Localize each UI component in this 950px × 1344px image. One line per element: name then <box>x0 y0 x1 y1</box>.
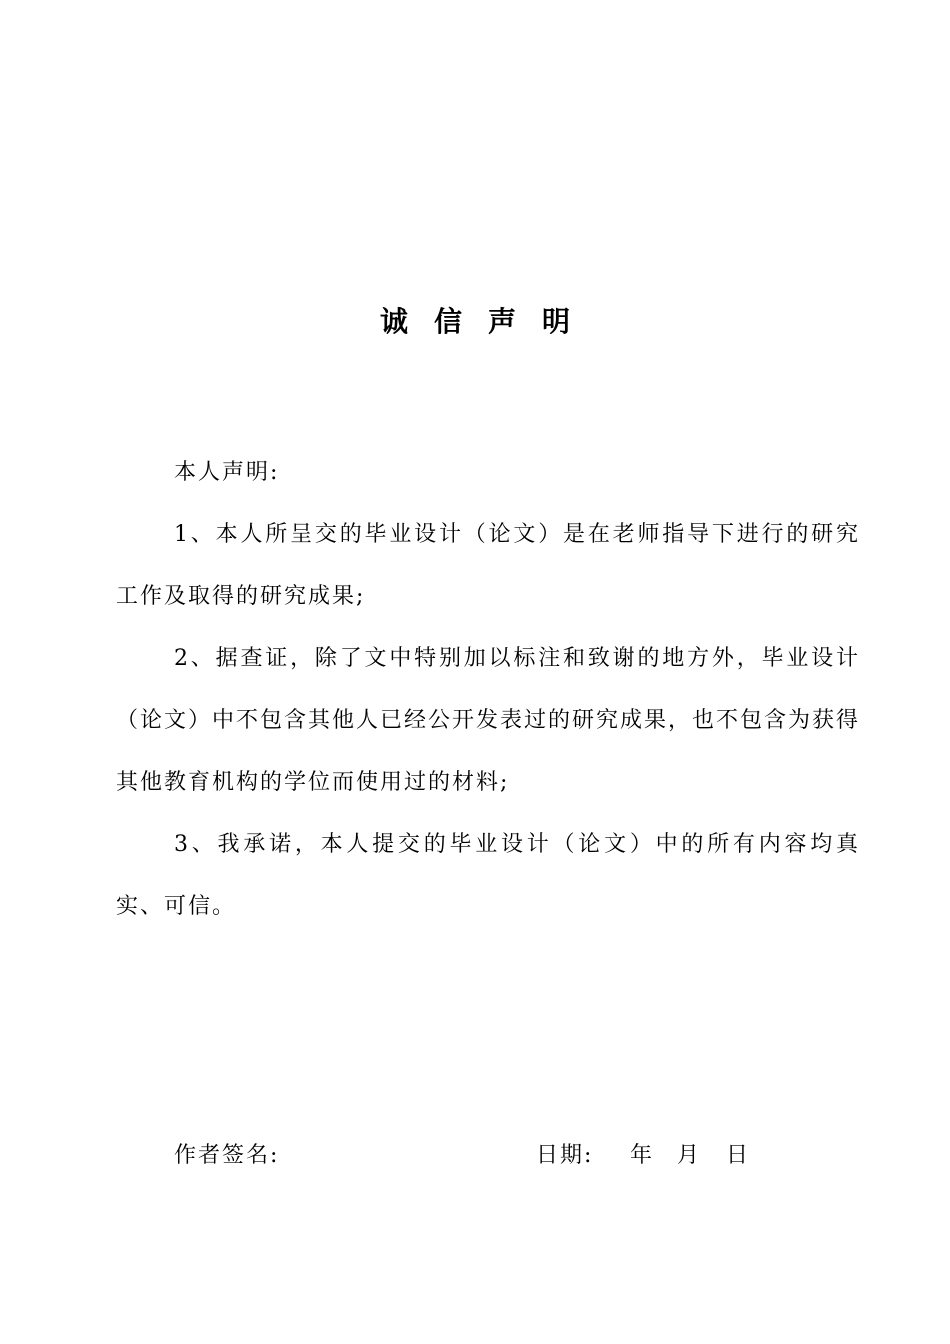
author-signature-label: 作者签名: <box>174 1143 280 1168</box>
day-label: 日 <box>726 1143 751 1168</box>
signature-footer <box>0 1136 950 1176</box>
date-label: 日期: <box>536 1143 594 1168</box>
month-label: 月 <box>677 1143 702 1168</box>
intro-text: 本人声明: <box>174 460 280 485</box>
year-label: 年 <box>630 1143 655 1168</box>
declaration-body <box>116 442 860 938</box>
declaration-item-3: 3、我承诺，本人提交的毕业设计（论文）中的所有内容均真实、可信。 <box>116 832 860 919</box>
page-title: 诚信声明 <box>379 305 596 338</box>
declaration-item-2: 2、据查证，除了文中特别加以标注和致谢的地方外，毕业设计（论文）中不包含其他人已经公开发表过的研究成果，也不包含为获得其他教育机构的学位而使用过的材料; <box>116 646 861 795</box>
declaration-item-1: 1、本人所呈交的毕业设计（论文）是在老师指导下进行的研究工作及取得的研究成果; <box>116 522 860 609</box>
